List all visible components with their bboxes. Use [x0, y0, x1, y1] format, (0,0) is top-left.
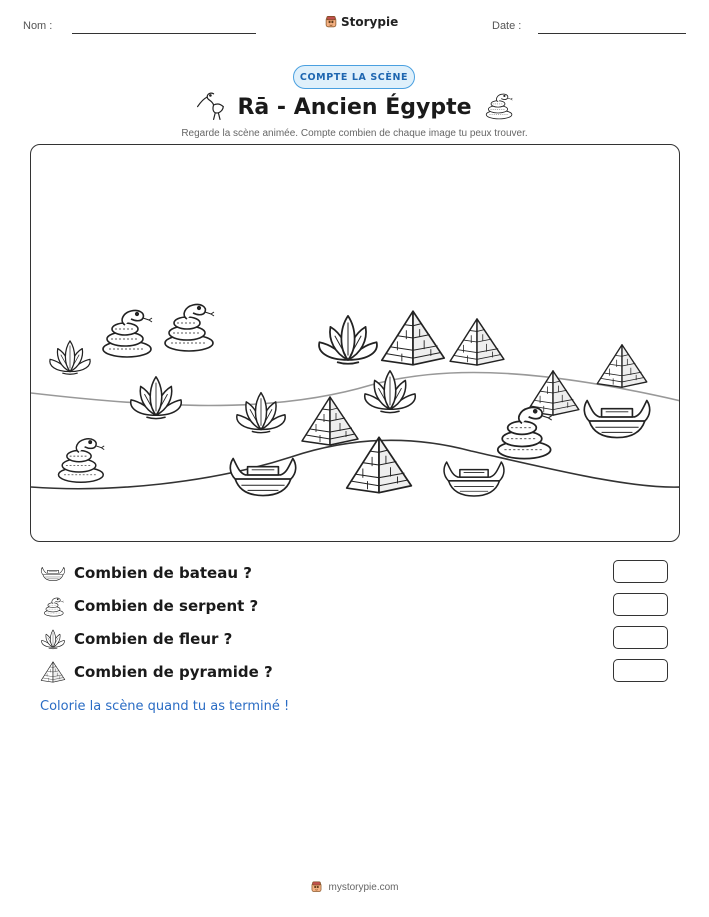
- pyramid-icon: [450, 319, 504, 365]
- lotus-flower-icon: [40, 628, 66, 650]
- name-label: Nom :: [23, 20, 53, 32]
- question-flower: Combien de fleur ?: [74, 630, 233, 648]
- counting-scene: [30, 144, 680, 542]
- question-pyramid: Combien de pyramide ?: [74, 663, 273, 681]
- coloring-instruction: Colorie la scène quand tu as terminé !: [40, 699, 290, 714]
- boat-icon: [444, 462, 504, 496]
- snake-icon: [103, 310, 152, 357]
- horizon-line-upper: [31, 372, 680, 405]
- footer-url[interactable]: mystorypie.com: [328, 881, 399, 893]
- page-title: Rā - Ancien Égypte: [237, 94, 472, 120]
- date-field[interactable]: [538, 33, 686, 34]
- lotus-flower-icon: [237, 393, 285, 433]
- answer-box-snake[interactable]: [613, 593, 668, 616]
- lotus-flower-icon: [50, 341, 90, 374]
- mascot-icon: [310, 880, 323, 894]
- pyramid-icon: [302, 397, 358, 445]
- snake-icon: [58, 439, 104, 482]
- brand-name: Storypie: [341, 15, 399, 29]
- question-snake: Combien de serpent ?: [74, 597, 259, 615]
- lotus-flower-icon: [319, 316, 377, 364]
- answer-box-flower[interactable]: [613, 626, 668, 649]
- answer-box-boat[interactable]: [613, 560, 668, 583]
- boat-icon: [230, 458, 295, 495]
- snake-icon: [498, 407, 552, 458]
- storypie-logo: [324, 14, 398, 30]
- pyramid-icon: [347, 437, 412, 492]
- snake-icon: [482, 90, 514, 120]
- name-field[interactable]: [72, 33, 256, 34]
- mascot-icon: [324, 14, 338, 30]
- snake-icon: [40, 595, 66, 617]
- pyramid-icon: [40, 661, 66, 683]
- snake-icon: [165, 304, 214, 351]
- pyramid-icon: [382, 311, 444, 365]
- question-boat: Combien de bateau ?: [74, 564, 252, 582]
- activity-badge: COMPTE LA SCÈNE: [293, 65, 415, 89]
- boat-icon: [40, 563, 66, 585]
- lotus-flower-icon: [131, 377, 181, 419]
- footer: [0, 880, 709, 894]
- boat-icon: [584, 400, 649, 437]
- answer-box-pyramid[interactable]: [613, 659, 668, 682]
- date-label: Date :: [492, 20, 522, 32]
- pyramid-icon: [597, 345, 647, 387]
- instructions: Regarde la scène animée. Compte combien de chaque image tu peux trouver.: [181, 128, 528, 139]
